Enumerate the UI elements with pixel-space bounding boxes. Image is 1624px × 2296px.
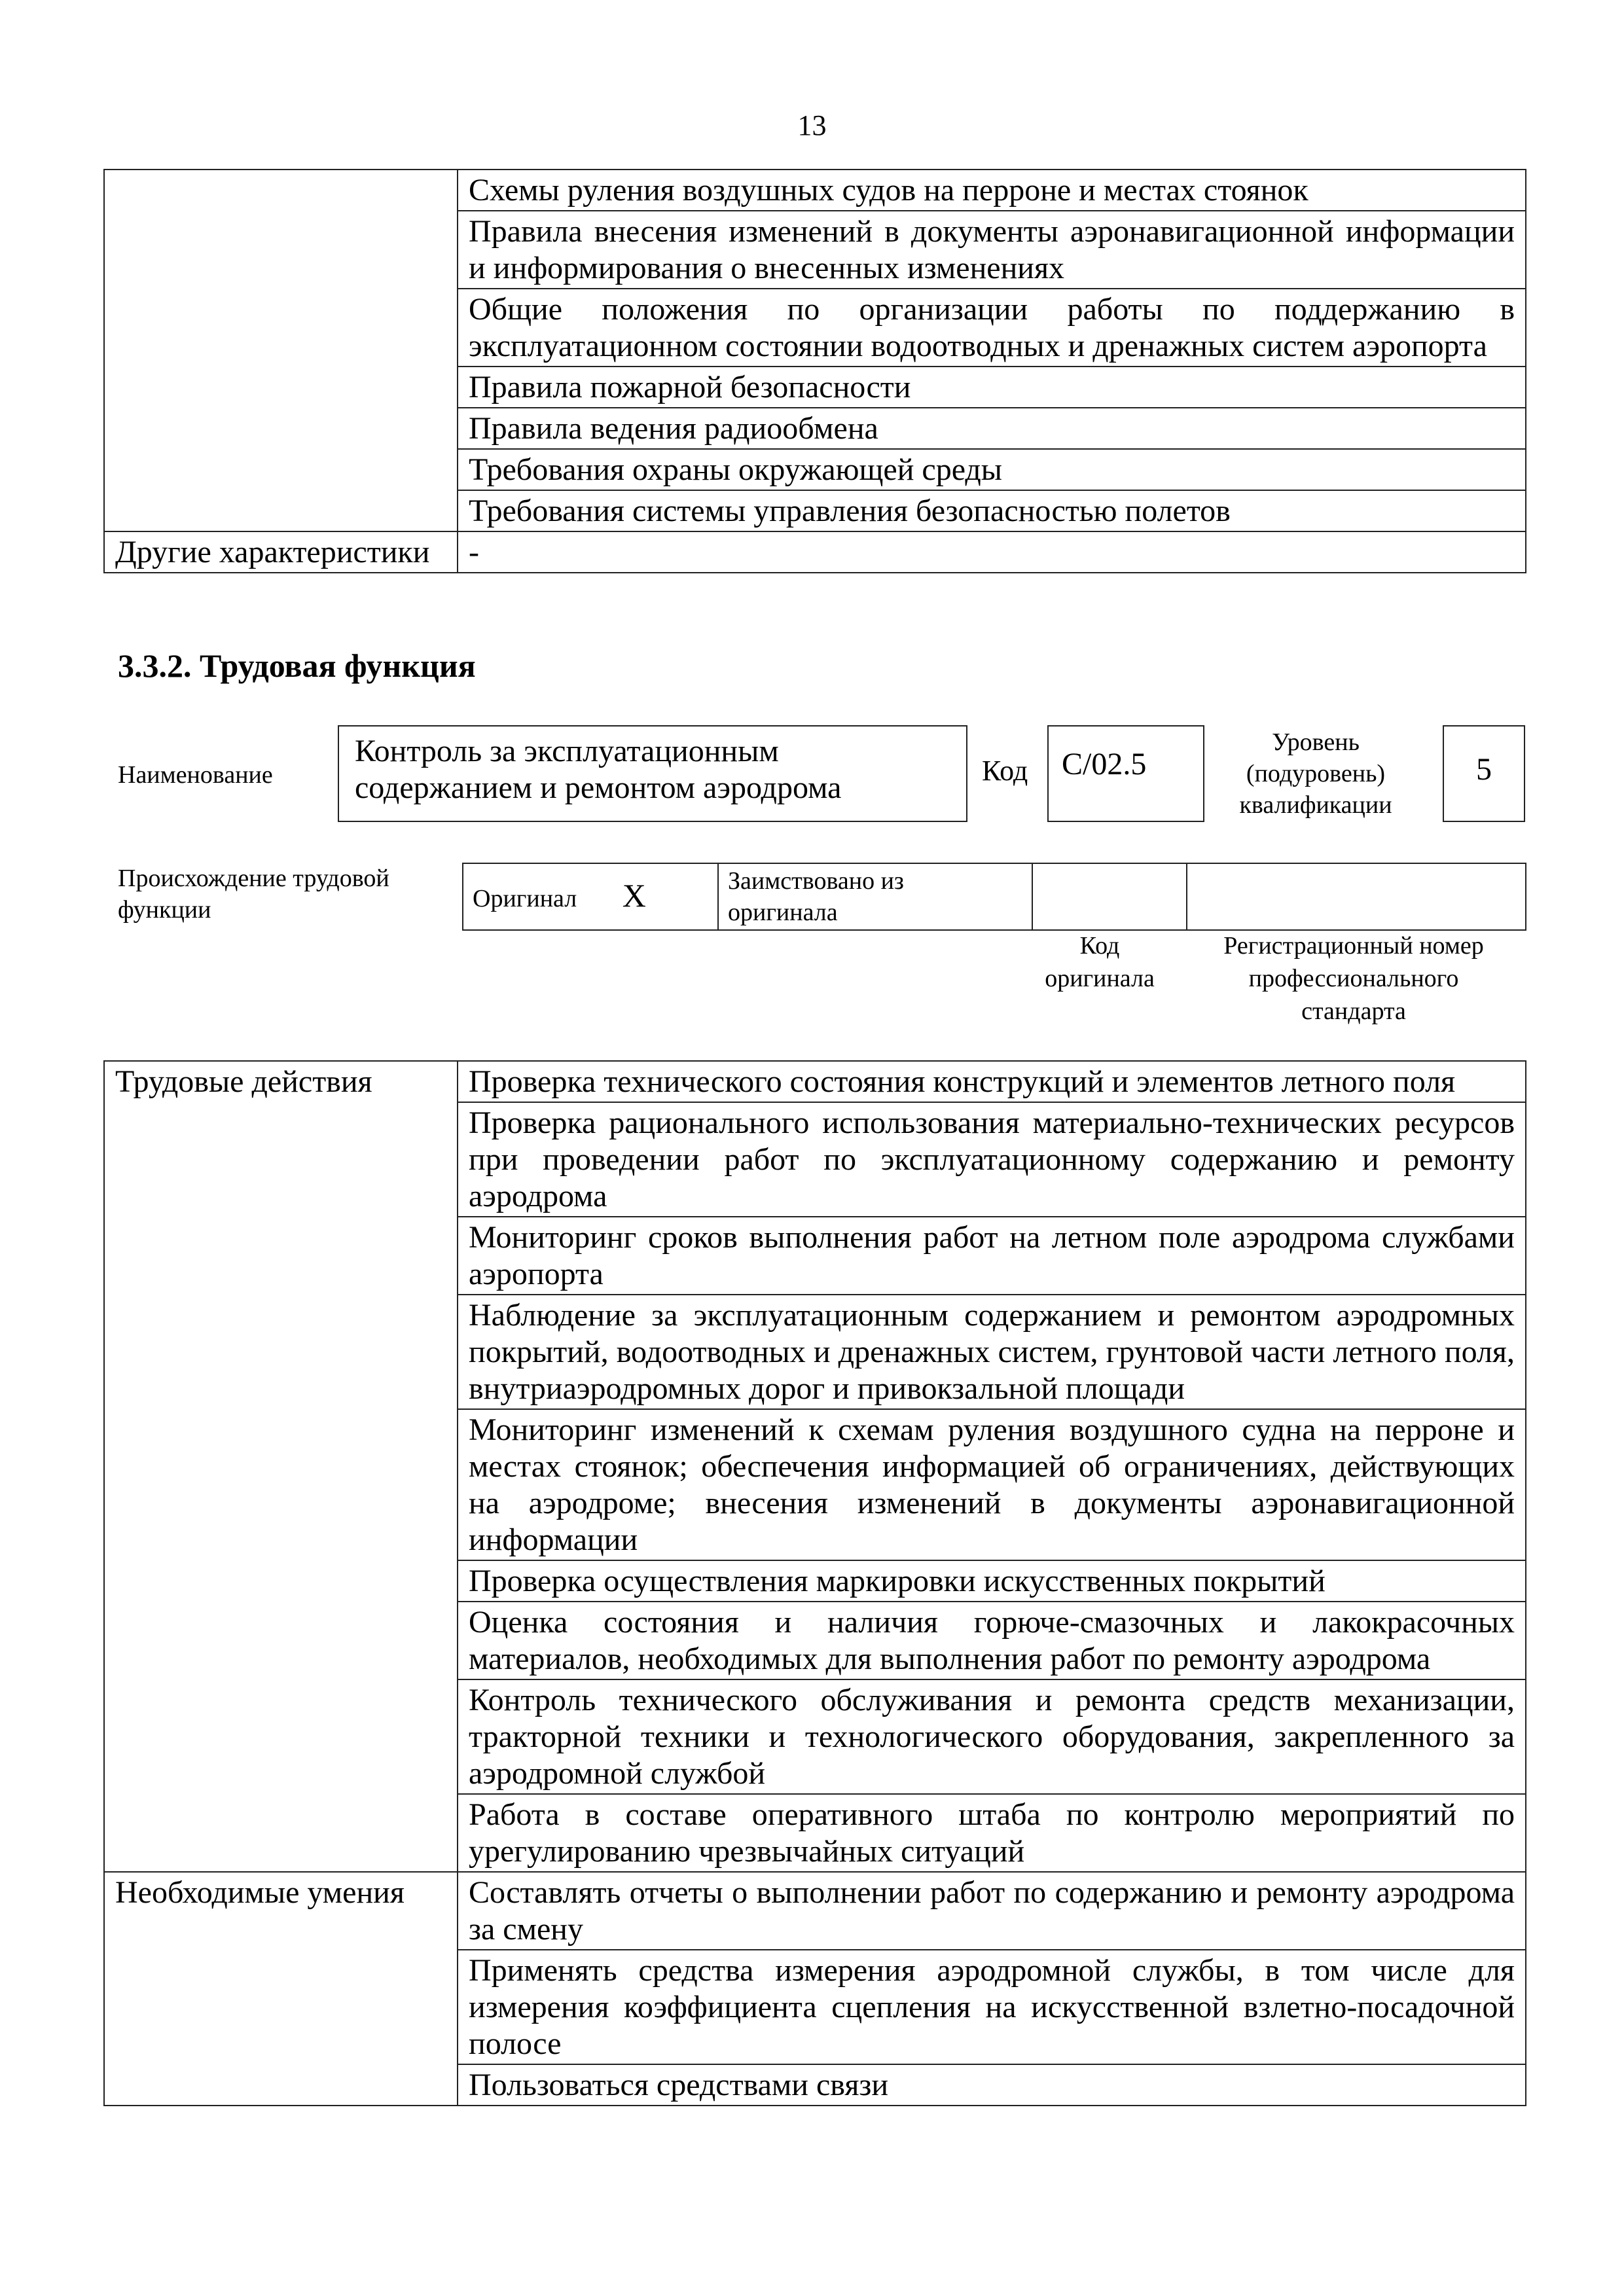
function-name-box: Контроль за эксплуатационным содержанием и ремонтом аэродрома <box>338 725 967 822</box>
table-row: Проверка осуществления маркировки искусственных покрытий <box>458 1560 1526 1602</box>
other-characteristics-label: Другие характеристики <box>104 531 458 573</box>
table-row: Правила пожарной безопасности <box>458 367 1526 408</box>
table-row: Работа в составе оперативного штаба по контролю мероприятий по урегулированию чрезвычайных ситуаций <box>458 1794 1526 1872</box>
registration-number-cell <box>1187 863 1526 930</box>
table-row: Требования охраны окружающей среды <box>458 449 1526 490</box>
original-label: Оригинал <box>473 884 577 912</box>
code-label: Код <box>982 755 1028 787</box>
table-row: Мониторинг изменений к схемам руления воздушного судна на перроне и местах стоянок; обеспечения информацией об ограничениях, действующих на аэродроме; внесения изменений в документы аэронавигационной информации <box>458 1409 1526 1560</box>
original-mark: X <box>622 876 646 914</box>
table-row: Правила внесения изменений в документы аэронавигационной информации и информирования о внесенных изменениях <box>458 211 1526 289</box>
table-row: Проверка технического состояния конструкций и элементов летного поля <box>458 1061 1526 1102</box>
page-number: 13 <box>797 109 827 141</box>
origin-table <box>462 863 1526 931</box>
table-row: Применять средства измерения аэродромной службы, в том числе для измерения коэффициента сцепления на искусственной взлетно-посадочной полосе <box>458 1950 1526 2064</box>
table-row: Оценка состояния и наличия горюче-смазочных и лакокрасочных материалов, необходимых для выполнения работ по ремонту аэродрома <box>458 1602 1526 1679</box>
required-skills-label: Необходимые умения <box>104 1872 458 1950</box>
labor-function-table <box>103 1060 1526 2106</box>
table-row: Контроль технического обслуживания и ремонта средств механизации, тракторной техники и технологического оборудования, закрепленного за аэродромной службой <box>458 1679 1526 1794</box>
table-row: Составлять отчеты о выполнении работ по содержанию и ремонту аэродрома за смену <box>458 1872 1526 1950</box>
original-code-caption: Код оригинала <box>1045 932 1155 992</box>
original-cell <box>463 863 718 930</box>
labor-actions-label: Трудовые действия <box>104 1061 458 1102</box>
table-row: Мониторинг сроков выполнения работ на летном поле аэродрома службами аэропорта <box>458 1217 1526 1295</box>
other-characteristics-value: - <box>458 531 1526 573</box>
table-row: Схемы руления воздушных судов на перроне и местах стоянок <box>458 170 1526 211</box>
registration-number-caption: Регистрационный номер профессионального стандарта <box>1223 932 1484 1025</box>
name-label: Наименование <box>118 761 273 789</box>
table-row: Наблюдение за эксплуатационным содержанием и ремонтом аэродромных покрытий, водоотводных и дренажных систем, грунтовой части летного поля, внутриаэродромных дорог и привокзальной площади <box>458 1295 1526 1409</box>
borrowed-cell: Заимствовано из оригинала <box>718 863 1032 930</box>
original-code-cell <box>1032 863 1187 930</box>
table-row: Общие положения по организации работы по поддержанию в эксплуатационном состоянии водоотводных и дренажных систем аэропорта <box>458 289 1526 367</box>
section-heading: 3.3.2. Трудовая функция <box>118 647 476 684</box>
qualification-level-label: Уровень (подуровень) квалификации <box>1239 728 1392 819</box>
code-value-box: С/02.5 <box>1047 725 1204 822</box>
table-row: Пользоваться средствами связи <box>458 2064 1526 2106</box>
knowledge-table-continuation <box>103 169 1526 573</box>
table-row: Требования системы управления безопасностью полетов <box>458 490 1526 531</box>
origin-label: Происхождение трудовой функции <box>118 865 389 924</box>
table-row: Проверка рационального использования материально-технических ресурсов при проведении работ по эксплуатационному содержанию и ремонту аэродрома <box>458 1102 1526 1217</box>
table-label-cell-empty <box>104 170 458 211</box>
table-row: Правила ведения радиообмена <box>458 408 1526 449</box>
qualification-level-box: 5 <box>1443 725 1525 822</box>
